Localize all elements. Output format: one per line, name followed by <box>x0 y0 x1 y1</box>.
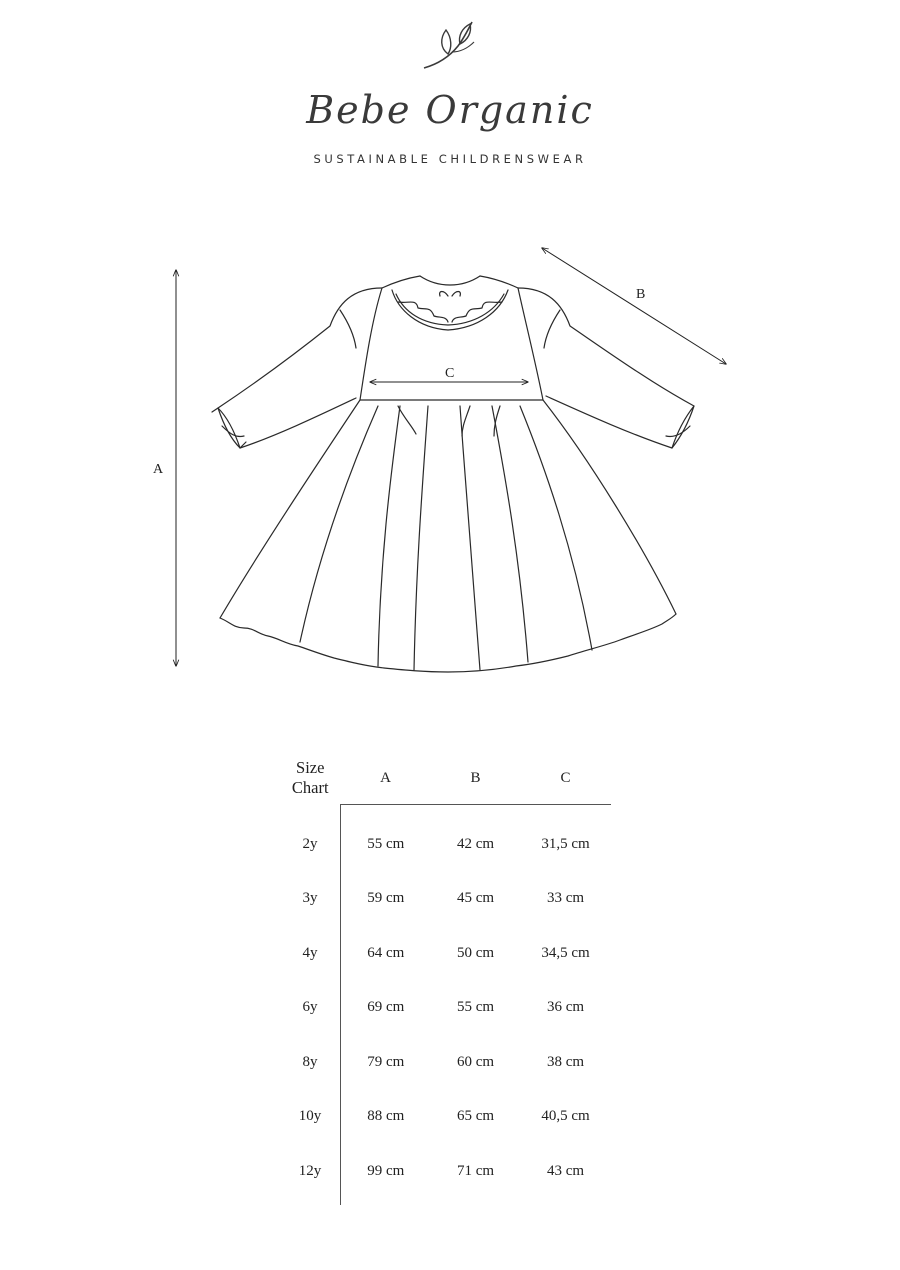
value-cell-c: 40,5 cm <box>541 1108 590 1125</box>
value-cell-c: 36 cm <box>546 999 585 1016</box>
dimension-b-arrow <box>542 248 726 364</box>
size-cell: 6y <box>302 999 318 1016</box>
value-cell-c: 33 cm <box>546 890 585 907</box>
table-row <box>280 872 611 927</box>
table-row <box>280 1035 611 1090</box>
value-cell-a: 55 cm <box>341 805 431 872</box>
table-row <box>280 1090 611 1145</box>
corner-label-line-1: Size <box>296 758 325 778</box>
table-row <box>280 805 611 872</box>
value-cell-b: 55 cm <box>456 999 495 1016</box>
size-chart-table <box>280 752 611 1205</box>
size-chart-header-row <box>280 752 611 805</box>
size-cell: 2y <box>302 835 318 852</box>
column-header-a: A <box>341 752 431 805</box>
value-cell-a: 69 cm <box>341 981 431 1036</box>
corner-label-line-2: Chart <box>291 778 329 798</box>
dimension-b-label: B <box>636 287 646 302</box>
size-cell: 4y <box>302 944 318 961</box>
table-row <box>280 926 611 981</box>
size-cell: 10y <box>298 1108 322 1125</box>
value-cell-a: 79 cm <box>341 1035 431 1090</box>
table-row <box>280 981 611 1036</box>
dimension-c-label: C <box>445 366 455 381</box>
value-cell-b: 42 cm <box>456 835 495 852</box>
column-header-b: B <box>431 752 521 805</box>
value-cell-c: 38 cm <box>546 1053 585 1070</box>
value-cell-c: 43 cm <box>546 1162 585 1179</box>
value-cell-a: 88 cm <box>341 1090 431 1145</box>
value-cell-c: 34,5 cm <box>541 944 590 961</box>
brand-tagline: SUSTAINABLE CHILDRENSWEAR <box>313 152 587 166</box>
dimension-a-label: A <box>153 462 164 477</box>
column-header-c: C <box>521 752 611 805</box>
value-cell-b: 50 cm <box>456 944 495 961</box>
size-cell: 3y <box>302 890 318 907</box>
value-cell-a: 59 cm <box>341 872 431 927</box>
dress-illustration <box>212 276 694 672</box>
value-cell-a: 64 cm <box>341 926 431 981</box>
table-row <box>280 1144 611 1205</box>
brand-name: Bebe Organic <box>306 88 594 132</box>
value-cell-b: 65 cm <box>456 1108 495 1125</box>
size-chart-corner-label <box>280 752 341 805</box>
leaf-sprig-icon <box>418 18 482 74</box>
value-cell-b: 45 cm <box>456 890 495 907</box>
size-cell: 8y <box>302 1053 318 1070</box>
value-cell-c: 31,5 cm <box>541 835 590 852</box>
size-cell: 12y <box>298 1162 322 1179</box>
dress-diagram <box>0 230 900 700</box>
value-cell-a: 99 cm <box>341 1144 431 1205</box>
value-cell-b: 71 cm <box>456 1162 495 1179</box>
value-cell-b: 60 cm <box>456 1053 495 1070</box>
